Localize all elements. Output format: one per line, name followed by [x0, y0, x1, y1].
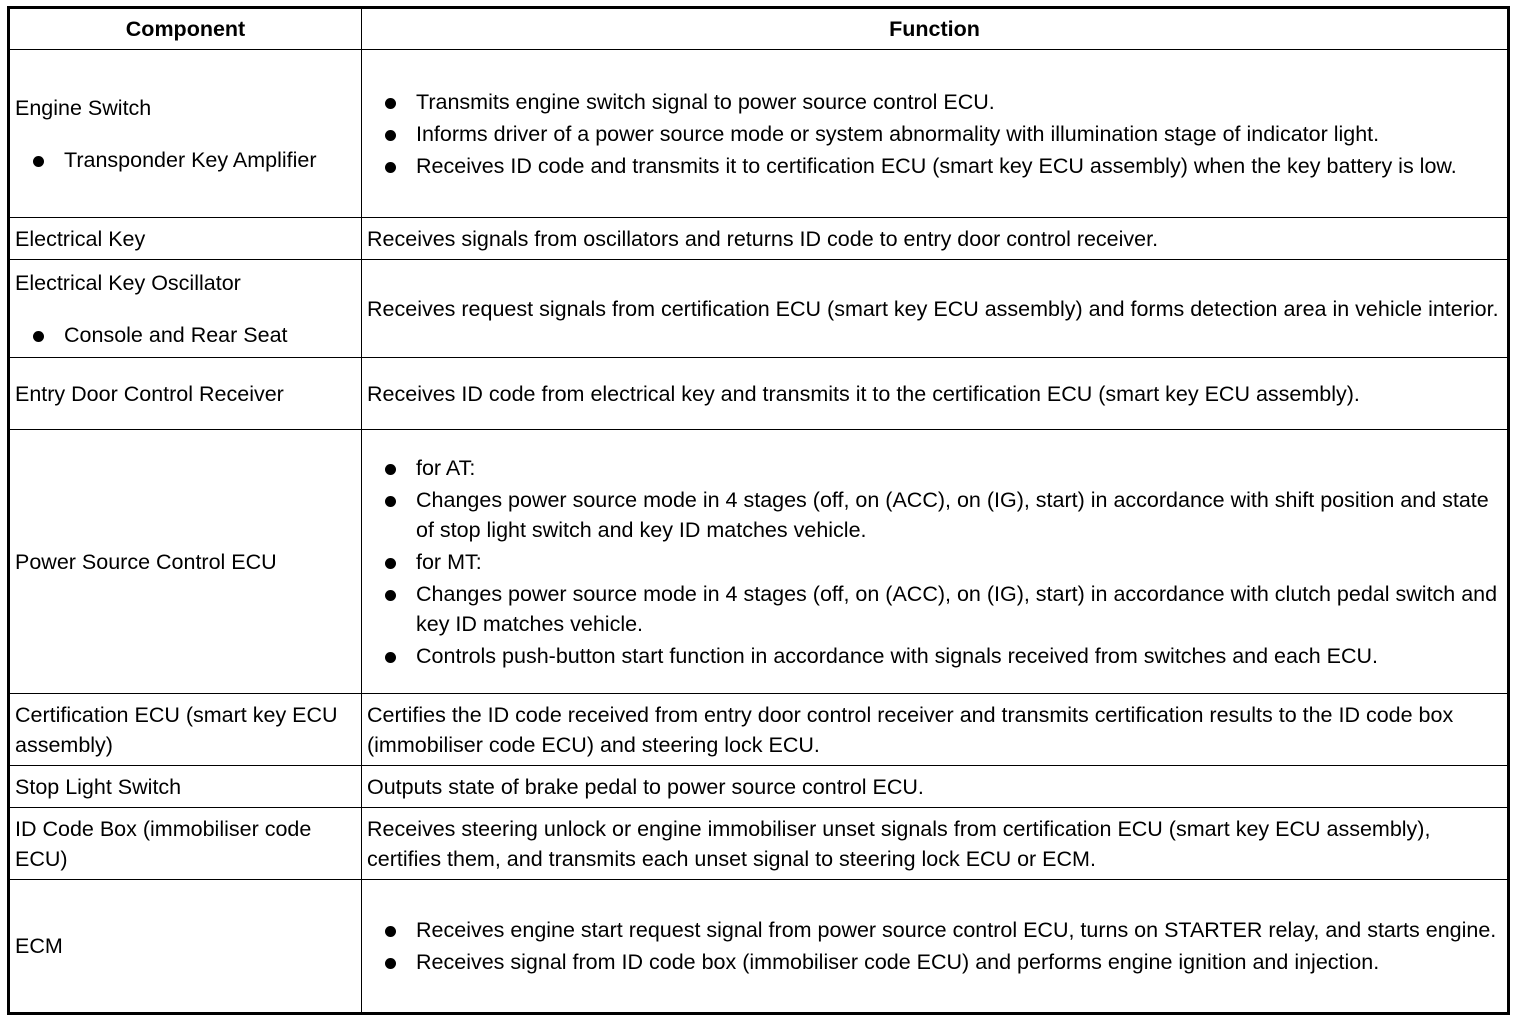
- table-row: [9, 260, 1509, 358]
- header-row: [9, 8, 1509, 50]
- component-cell: [9, 260, 362, 358]
- function-text: Receives signal from ID code box (immobiliser code ECU) and performs engine ignition and injection.: [416, 950, 1380, 974]
- function-text: Receives engine start request signal from power source control ECU, turns on STARTER relay, and starts engine.: [416, 918, 1497, 942]
- function-list: [367, 453, 1502, 671]
- component-name: Electrical Key: [15, 226, 146, 251]
- component-name: Certification ECU (smart key ECU assembly): [15, 702, 338, 757]
- bullet-icon: [385, 590, 396, 601]
- function-text: Changes power source mode in 4 stages (off, on (ACC), on (IG), start) in accordance with shift position and state of stop light switch and key ID matches vehicle.: [416, 487, 1489, 542]
- bullet-icon: [385, 464, 396, 475]
- bullet-icon: [385, 958, 396, 969]
- function-cell: [362, 766, 1509, 808]
- list-item: [15, 145, 356, 175]
- component-sub-list: [15, 145, 356, 175]
- list-item: [367, 547, 1502, 577]
- component-name: Power Source Control ECU: [15, 549, 277, 574]
- function-text: Controls push-button start function in accordance with signals received from switches and each ECU.: [416, 643, 1378, 668]
- function-cell: [362, 50, 1509, 218]
- component-cell: [9, 808, 362, 880]
- bullet-icon: [385, 98, 396, 109]
- bullet-icon: [385, 558, 396, 569]
- component-cell: [9, 358, 362, 430]
- table-row: [9, 808, 1509, 880]
- function-text: Outputs state of brake pedal to power source control ECU.: [367, 774, 924, 799]
- header-function: Function: [362, 8, 1509, 50]
- list-item: [367, 485, 1502, 545]
- function-text: Changes power source mode in 4 stages (off, on (ACC), on (IG), start) in accordance with clutch pedal switch and key ID matches vehicle.: [416, 581, 1498, 636]
- component-sub: Console and Rear Seat: [64, 322, 288, 347]
- list-item: [367, 641, 1502, 671]
- bullet-icon: [33, 331, 44, 342]
- function-cell: [362, 694, 1509, 766]
- bullet-icon: [385, 652, 396, 663]
- list-item: [367, 915, 1502, 945]
- function-text: for AT:: [416, 455, 476, 480]
- function-cell: [362, 218, 1509, 260]
- list-item: [367, 151, 1502, 181]
- function-text: Transmits engine switch signal to power source control ECU.: [416, 89, 995, 114]
- list-item: [15, 320, 356, 350]
- function-cell: [362, 430, 1509, 694]
- component-name: Engine Switch: [15, 95, 152, 120]
- component-name: Electrical Key Oscillator: [15, 270, 241, 295]
- header-component: Component: [9, 8, 362, 50]
- bullet-icon: [385, 496, 396, 507]
- bullet-icon: [385, 162, 396, 173]
- function-cell: [362, 808, 1509, 880]
- component-sub-list: [15, 320, 356, 350]
- table-row: [9, 766, 1509, 808]
- component-cell: [9, 218, 362, 260]
- function-cell: [362, 880, 1509, 1014]
- component-sub: Transponder Key Amplifier: [64, 147, 317, 172]
- bullet-icon: [33, 156, 44, 167]
- component-name: Stop Light Switch: [15, 774, 182, 799]
- table-row: [9, 218, 1509, 260]
- function-text: Receives ID code from electrical key and transmits it to the certification ECU (smart key ECU assembly).: [367, 381, 1360, 406]
- function-text: Receives ID code and transmits it to certification ECU (smart key ECU assembly) when the key battery is low.: [416, 153, 1457, 178]
- table-row: [9, 694, 1509, 766]
- component-cell: [9, 50, 362, 218]
- function-list: [367, 915, 1502, 977]
- function-cell: [362, 358, 1509, 430]
- bullet-icon: [385, 130, 396, 141]
- bullet-icon: [385, 926, 396, 937]
- list-item: [367, 119, 1502, 149]
- function-list: [367, 87, 1502, 181]
- function-text: Certifies the ID code received from entry door control receiver and transmits certification results to the ID code box (immobiliser code ECU) and steering lock ECU.: [367, 702, 1454, 757]
- function-text: Receives signals from oscillators and returns ID code to entry door control receiver.: [367, 226, 1159, 251]
- table-row: [9, 430, 1509, 694]
- component-cell: [9, 694, 362, 766]
- component-name: ECM: [15, 934, 63, 958]
- list-item: [367, 947, 1502, 977]
- component-name: ID Code Box (immobiliser code ECU): [15, 816, 312, 871]
- list-item: [367, 87, 1502, 117]
- table-row: [9, 50, 1509, 218]
- component-cell: [9, 766, 362, 808]
- list-item: [367, 453, 1502, 483]
- component-cell: [9, 880, 362, 1014]
- function-text: for MT:: [416, 549, 482, 574]
- component-name: Entry Door Control Receiver: [15, 381, 284, 406]
- component-cell: [9, 430, 362, 694]
- function-text: Receives request signals from certification ECU (smart key ECU assembly) and forms detection area in vehicle interior.: [367, 296, 1499, 321]
- list-item: [367, 579, 1502, 639]
- table-row: [9, 880, 1509, 1014]
- component-function-table: [7, 6, 1510, 1015]
- function-text: Informs driver of a power source mode or system abnormality with illumination stage of indicator light.: [416, 121, 1380, 146]
- function-cell: [362, 260, 1509, 358]
- table-row: [9, 358, 1509, 430]
- function-text: Receives steering unlock or engine immobiliser unset signals from certification ECU (smart key ECU assembly), certifies them, and transmits each unset signal to steering lock ECU or ECM.: [367, 816, 1431, 871]
